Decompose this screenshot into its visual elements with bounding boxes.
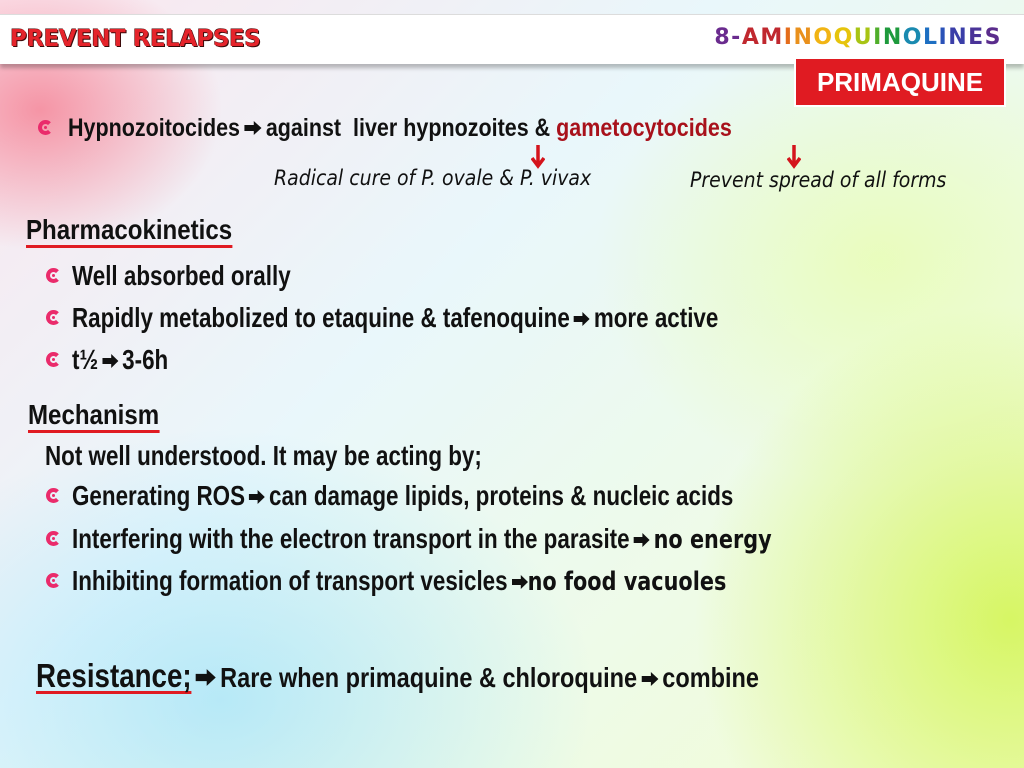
mechanism-item-3 xyxy=(72,565,726,597)
title-letter: 8- xyxy=(714,25,742,50)
intro-term: Hypnozoitocides xyxy=(68,114,241,142)
title-letter: Q xyxy=(833,25,854,50)
note-prevent-spread: Prevent spread of all forms xyxy=(690,168,947,192)
spiral-bullet-icon xyxy=(38,120,53,135)
title-letter: N xyxy=(882,25,903,50)
title-letter: E xyxy=(968,25,985,50)
intro-highlight: gametocytocides xyxy=(556,114,732,142)
right-arrow-icon xyxy=(641,672,658,686)
pk-item-3 xyxy=(72,344,168,376)
title-letter: N xyxy=(948,25,969,50)
title-letter: U xyxy=(853,25,874,50)
resistance-result: combine xyxy=(662,662,759,693)
right-arrow-icon xyxy=(249,490,265,504)
title-letter: I xyxy=(938,25,949,50)
title-letter: S xyxy=(984,25,1002,50)
title-letter: O xyxy=(813,25,834,50)
spiral-bullet-icon xyxy=(46,573,61,588)
pk-item-text: Well absorbed orally xyxy=(72,260,291,291)
mechanism-item-text: Interfering with the electron transport in the parasite xyxy=(72,523,630,554)
right-arrow-icon xyxy=(102,354,118,368)
resistance-heading: Resistance; xyxy=(36,657,192,694)
right-arrow-icon xyxy=(634,533,650,547)
title-letter: L xyxy=(922,25,939,50)
pk-item-text: Rapidly metabolized to etaquine & tafenoquine xyxy=(72,302,570,333)
right-arrow-icon xyxy=(574,312,590,326)
mechanism-heading: Mechanism xyxy=(28,400,159,433)
mechanism-item-text: Inhibiting formation of transport vesicles xyxy=(72,565,508,596)
drug-tag: PRIMAQUINE xyxy=(794,57,1006,107)
resistance-line xyxy=(36,657,759,694)
title-letter: A xyxy=(741,25,761,50)
spiral-bullet-icon xyxy=(46,268,61,283)
title-letter: I xyxy=(873,25,883,50)
pharmacokinetics-heading: Pharmacokinetics xyxy=(26,215,232,248)
pk-item-text: t½ xyxy=(72,344,99,375)
mechanism-item-1 xyxy=(72,480,733,512)
mechanism-item-text: Generating ROS xyxy=(72,480,246,511)
title-letter: I xyxy=(783,25,794,50)
mechanism-intro: Not well understood. It may be acting by; xyxy=(45,440,482,471)
note-radical-cure: Radical cure of P. ovale & P. vivax xyxy=(274,166,592,190)
pk-item-result: more active xyxy=(593,302,719,333)
mechanism-item-result: can damage lipids, proteins & nucleic acids xyxy=(269,480,734,511)
slide-title: PREVENT RELAPSES xyxy=(10,26,261,52)
pk-item-result: 3-6h xyxy=(122,344,169,375)
right-arrow-icon xyxy=(196,669,216,686)
intro-line xyxy=(68,114,732,143)
title-letter: O xyxy=(902,25,923,50)
spiral-bullet-icon xyxy=(46,531,61,546)
title-letter: N xyxy=(793,25,814,50)
down-arrow-icon xyxy=(787,145,801,169)
pk-item-2 xyxy=(72,302,718,334)
drug-class-title xyxy=(714,25,1002,50)
spiral-bullet-icon xyxy=(46,352,61,367)
title-letter: M xyxy=(760,25,784,50)
pk-item-1 xyxy=(72,260,291,292)
spiral-bullet-icon xyxy=(46,488,61,503)
intro-text: against liver hypnozoites & xyxy=(265,114,557,142)
spiral-bullet-icon xyxy=(46,310,61,325)
right-arrow-icon xyxy=(244,121,261,135)
mechanism-item-2 xyxy=(72,523,772,555)
mechanism-item-result: no energy xyxy=(653,525,772,555)
right-arrow-icon xyxy=(512,575,528,589)
mechanism-item-result: no food vacuoles xyxy=(527,567,727,597)
resistance-text: Rare when primaquine & chloroquine xyxy=(220,662,638,693)
